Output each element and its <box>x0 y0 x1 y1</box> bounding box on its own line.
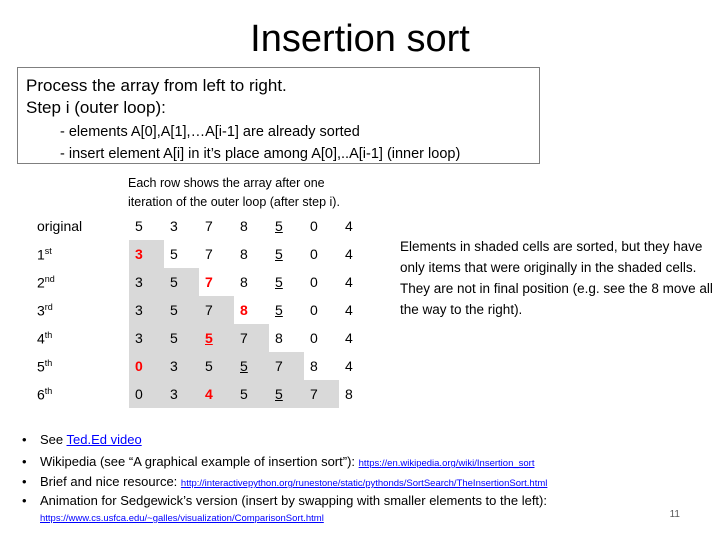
cell-value: 5 <box>275 218 283 234</box>
cell-value: 0 <box>310 218 318 234</box>
table-cell <box>304 324 339 352</box>
cell-value: 3 <box>170 386 178 402</box>
bullet-dot: • <box>22 493 27 508</box>
table-cell <box>304 352 339 380</box>
cell-value: 5 <box>275 386 283 402</box>
wikipedia-link[interactable]: https://en.wikipedia.org/wiki/Insertion_sort <box>358 458 535 469</box>
bullet-2 <box>22 454 534 469</box>
table-cell <box>164 296 199 324</box>
table-cell <box>304 212 339 240</box>
cell-value: 0 <box>135 358 143 374</box>
table-cell <box>339 268 374 296</box>
bullet-dot: • <box>22 432 27 447</box>
cell-value: 0 <box>310 246 318 262</box>
table-cell <box>234 296 269 324</box>
table-cell <box>199 380 234 408</box>
table-cell <box>129 212 164 240</box>
row-label-text: 4 <box>37 330 45 347</box>
table-row <box>27 352 374 380</box>
table-cell <box>339 240 374 268</box>
table-cell <box>234 212 269 240</box>
cell-value: 3 <box>170 218 178 234</box>
table-cell <box>339 324 374 352</box>
row-label-suffix: th <box>44 357 53 368</box>
cell-value: 3 <box>135 330 143 346</box>
table-cell <box>234 324 269 352</box>
table-cell <box>269 296 304 324</box>
cell-value: 8 <box>240 218 248 234</box>
cell-value: 4 <box>345 302 353 318</box>
cell-value: 7 <box>205 218 213 234</box>
cell-value: 5 <box>170 302 178 318</box>
cell-value: 3 <box>135 246 143 262</box>
table-cell <box>269 240 304 268</box>
table-cell <box>339 212 374 240</box>
table-cell <box>199 212 234 240</box>
row-label-text: 6 <box>37 386 45 403</box>
cell-value: 7 <box>205 246 213 262</box>
table-cell <box>199 296 234 324</box>
table-cell <box>234 380 269 408</box>
cell-value: 7 <box>205 302 213 318</box>
row-label <box>27 296 129 324</box>
bullet-4-url-line <box>40 509 324 524</box>
cell-value: 4 <box>345 218 353 234</box>
table-cell <box>199 352 234 380</box>
cell-value: 5 <box>240 358 248 374</box>
table-cell <box>304 240 339 268</box>
bullet-1-text: See <box>40 432 67 447</box>
cell-value: 4 <box>205 386 213 402</box>
cell-value: 5 <box>275 246 283 262</box>
row-label <box>27 240 129 268</box>
ted-ed-link[interactable]: Ted.Ed video <box>66 432 142 447</box>
row-label-suffix: th <box>44 329 53 340</box>
table-cell <box>164 352 199 380</box>
table-row <box>27 296 374 324</box>
row-label-suffix: th <box>44 385 53 396</box>
cell-value: 3 <box>170 358 178 374</box>
table-cell <box>164 212 199 240</box>
bullet-dot: • <box>22 454 27 469</box>
table-cell <box>129 352 164 380</box>
table-cell <box>129 380 164 408</box>
side-note: Elements in shaded cells are sorted, but they have only items that were originally in the shaded cells. They are not in final position (e.g. see the 8 move all the way to the right). <box>400 239 713 317</box>
table-cell <box>129 268 164 296</box>
table-cell <box>234 240 269 268</box>
table-cell <box>129 240 164 268</box>
caption-line-1: Each row shows the array after one <box>128 176 325 190</box>
page-number: 11 <box>669 509 680 520</box>
row-label-text: original <box>37 218 83 234</box>
bullet-dot: • <box>22 474 27 489</box>
cell-value: 8 <box>345 386 353 402</box>
table-row <box>27 240 374 268</box>
bullet-3-text: Brief and nice resource: <box>40 474 181 489</box>
cell-value: 7 <box>240 330 248 346</box>
row-label-suffix: rd <box>44 301 53 312</box>
cell-value: 7 <box>275 358 283 374</box>
bullet-4 <box>22 493 547 508</box>
table-cell <box>234 268 269 296</box>
table-cell <box>129 296 164 324</box>
table-cell <box>339 296 374 324</box>
row-label-text: 2 <box>37 274 45 291</box>
table-cell <box>339 352 374 380</box>
intro-line-2: Step i (outer loop): <box>26 98 166 117</box>
table-cell <box>164 268 199 296</box>
bullet-4-text: Animation for Sedgewick’s version (insert by swapping with smaller elements to the left): <box>40 493 547 508</box>
table-cell <box>304 296 339 324</box>
cell-value: 5 <box>205 358 213 374</box>
table-cell <box>234 352 269 380</box>
row-label <box>27 380 129 408</box>
cell-value: 5 <box>170 274 178 290</box>
cell-value: 4 <box>345 246 353 262</box>
row-label <box>27 268 129 296</box>
slide-title: Insertion sort <box>250 18 470 60</box>
cell-value: 8 <box>275 330 283 346</box>
table-cell <box>304 268 339 296</box>
cell-value: 5 <box>135 218 143 234</box>
table-cell <box>269 352 304 380</box>
bullet-2-text: Wikipedia (see “A graphical example of insertion sort”): <box>40 454 359 469</box>
table-cell <box>164 324 199 352</box>
intro-line-4: - insert element A[i] in it’s place among A[0],..A[i-1] (inner loop) <box>60 146 461 162</box>
row-label <box>27 352 129 380</box>
table-row <box>27 380 374 408</box>
row-label <box>27 212 129 240</box>
usfca-animation-link[interactable]: https://www.cs.usfca.edu/~galles/visualization/ComparisonSort.html <box>40 513 324 524</box>
table-caption <box>128 174 340 212</box>
table-cell <box>199 324 234 352</box>
table-cell <box>164 380 199 408</box>
cell-value: 4 <box>345 330 353 346</box>
table-cell <box>269 380 304 408</box>
bullet-1 <box>22 432 142 447</box>
cell-value: 7 <box>310 386 318 402</box>
cell-value: 8 <box>240 302 248 318</box>
cell-value: 0 <box>310 330 318 346</box>
cell-value: 0 <box>310 274 318 290</box>
cell-value: 5 <box>275 274 283 290</box>
table-cell <box>304 380 339 408</box>
row-label-suffix: nd <box>44 273 55 284</box>
cell-value: 5 <box>205 330 213 346</box>
table-cell <box>199 240 234 268</box>
table-cell <box>269 212 304 240</box>
cell-value: 5 <box>170 246 178 262</box>
table-row <box>27 212 374 240</box>
cell-value: 7 <box>205 274 213 290</box>
cell-value: 4 <box>345 274 353 290</box>
table-cell <box>164 240 199 268</box>
cell-value: 8 <box>240 274 248 290</box>
row-label <box>27 324 129 352</box>
caption-line-2: iteration of the outer loop (after step i). <box>128 195 340 209</box>
table-cell <box>269 268 304 296</box>
table-row <box>27 324 374 352</box>
intro-line-1: Process the array from left to right. <box>26 76 287 95</box>
row-label-suffix: st <box>44 245 52 256</box>
intro-box <box>17 67 540 164</box>
cell-value: 4 <box>345 358 353 374</box>
cell-value: 3 <box>135 274 143 290</box>
table-cell <box>129 324 164 352</box>
bullet-3 <box>22 474 547 489</box>
cell-value: 8 <box>240 246 248 262</box>
cell-value: 0 <box>310 302 318 318</box>
table-row <box>27 268 374 296</box>
table-cell <box>269 324 304 352</box>
row-label-text: 3 <box>37 302 45 319</box>
cell-value: 5 <box>240 386 248 402</box>
cell-value: 5 <box>275 302 283 318</box>
cell-value: 8 <box>310 358 318 374</box>
row-label-text: 1 <box>37 246 45 263</box>
sort-table <box>27 212 374 408</box>
row-label-text: 5 <box>37 358 45 375</box>
intro-line-3: - elements A[0],A[1],…A[i-1] are already sorted <box>60 124 360 140</box>
interactivepython-link[interactable]: http://interactivepython.org/runestone/static/pythonds/SortSearch/TheInsertionSort.html <box>180 478 548 489</box>
cell-value: 0 <box>135 386 143 402</box>
table-cell <box>339 380 374 408</box>
cell-value: 3 <box>135 302 143 318</box>
cell-value: 5 <box>170 330 178 346</box>
table-cell <box>199 268 234 296</box>
